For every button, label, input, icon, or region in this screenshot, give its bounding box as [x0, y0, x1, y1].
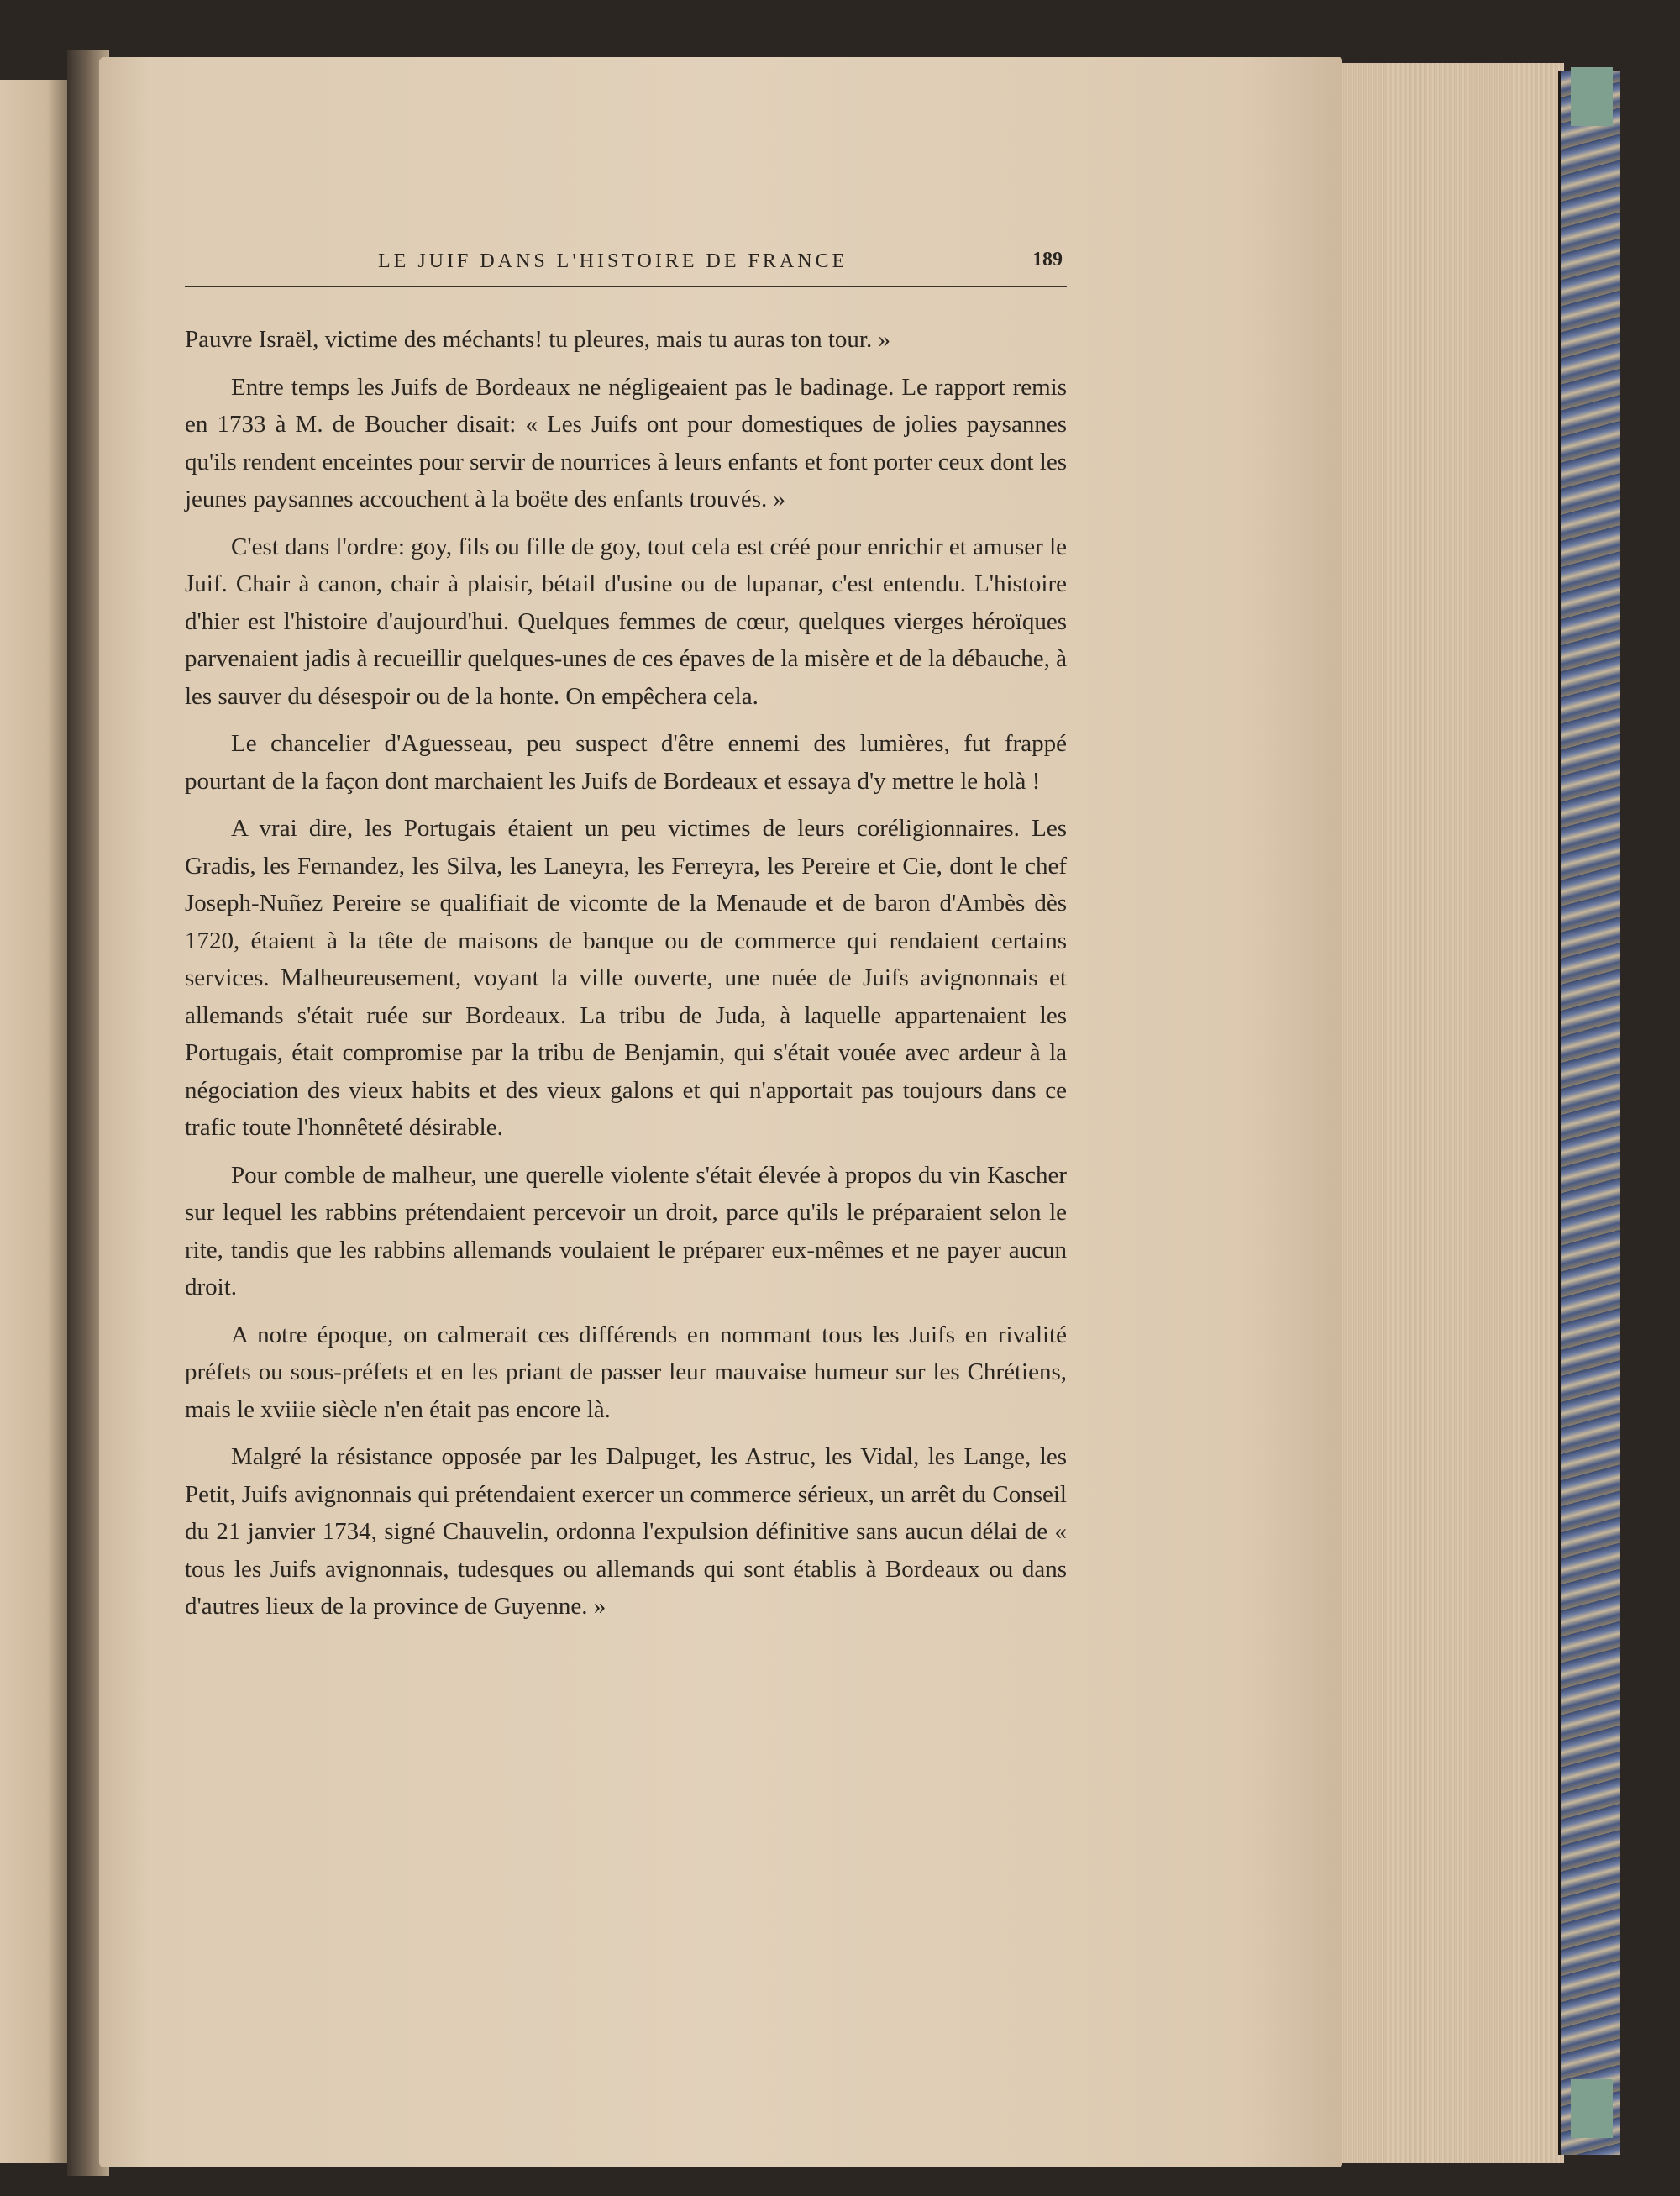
paragraph: Le chancelier d'Aguesseau, peu suspect d'être ennemi des lumières, fut frappé pourtant de la façon dont marchaient les Juifs de Bordeaux et essaya d'y mettre le holà !	[185, 730, 1067, 795]
book-cover-spine	[1558, 71, 1620, 2155]
cover-corner-top	[1571, 67, 1613, 126]
running-title: LE JUIF DANS L'HISTOIRE DE FRANCE	[378, 250, 848, 272]
page-block-edges	[1327, 63, 1564, 2163]
paragraph: C'est dans l'ordre: goy, fils ou fille de goy, tout cela est créé pour enrichir et amuser le Juif. Chair à canon, chair à plaisir, bétail d'usine ou de lupanar, c'est entendu. L'histoire d'hier est l'histoire d'aujourd'hui. Quelques femmes de cœur, quelques vierges héroïques parvenaient jadis à recueillir quelques-unes de ces épaves de la misère et de la débauche, à les sauver du désespoir ou de la honte. On empêchera cela.	[185, 533, 1067, 710]
page-text-block	[185, 244, 1067, 1626]
paragraph: Malgré la résistance opposée par les Dalpuget, les Astruc, les Vidal, les Lange, les Petit, Juifs avignonnais qui prétendaient exercer un commerce sérieux, un arrêt du Conseil du 21 janvier 1734, signé Chauvelin, ordonna l'expulsion définitive sans aucun délai de « tous les Juifs avignonnais, tudesques ou allemands qui sont établis à Bordeaux ou dans d'autres lieux de la province de Guyenne. »	[185, 1443, 1067, 1620]
page-number: 189	[1032, 249, 1063, 271]
paragraph: Pour comble de malheur, une querelle violente s'était élevée à propos du vin Kascher sur lequel les rabbins prétendaient percevoir un droit, parce qu'ils le préparaient selon le rite, tandis que les rabbins allemands voulaient le préparer eux-mêmes et ne payer aucun droit.	[185, 1161, 1067, 1300]
cover-corner-bottom	[1571, 2079, 1613, 2138]
paragraph: A vrai dire, les Portugais étaient un peu victimes de leurs coréligionnaires. Les Gradis, les Fernandez, les Silva, les Laneyra, les Ferreyra, les Pereire et Cie, dont le chef Joseph-Nuñez Pereire se qualifiait de vicomte de la Menaude et de baron d'Ambès dès 1720, étaient à la tête de maisons de banque ou de commerce qui rendaient certains services. Malheureusement, voyant la ville ouverte, une nuée de Juifs avignonnais et allemands s'était ruée sur Bordeaux. La tribu de Juda, à laquelle appartenaient les Portugais, était compromise par la tribu de Benjamin, qui s'était vouée avec ardeur à la négociation des vieux habits et des vieux galons et qui n'apportait pas toujours dans ce trafic toute l'honnêteté désirable.	[185, 815, 1067, 1141]
facing-page-edge	[0, 80, 67, 2163]
paragraph: Pauvre Israël, victime des méchants! tu pleures, mais tu auras ton tour. »	[185, 326, 890, 353]
paragraph: Entre temps les Juifs de Bordeaux ne négligeaient pas le badinage. Le rapport remis en 1733 à M. de Boucher disait: « Les Juifs ont pour domestiques de jolies paysannes qu'ils rendent enceintes pour servir de nourrices à leurs enfants et font porter ceux dont les jeunes paysannes accouchent à la boëte des enfants trouvés. »	[185, 373, 1067, 512]
paragraph: A notre époque, on calmerait ces différends en nommant tous les Juifs en rivalité préfets ou sous-préfets et en les priant de passer leur mauvaise humeur sur les Chrétiens, mais le xviiie siècle n'en était pas encore là.	[185, 1321, 1067, 1423]
running-header	[185, 244, 1067, 287]
